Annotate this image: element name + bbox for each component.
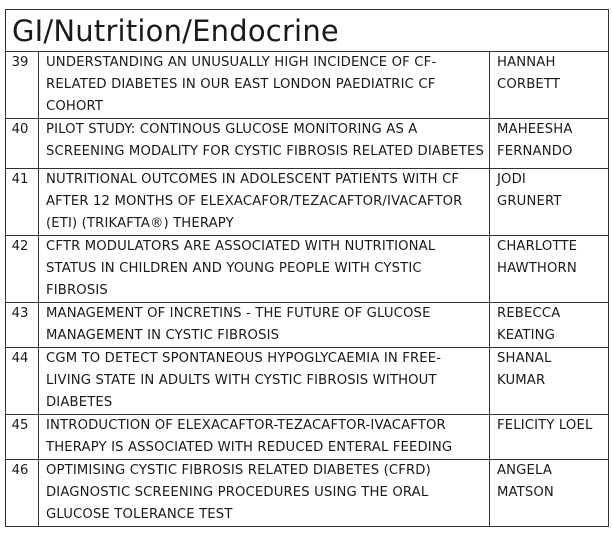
- author-last-name: KEATING: [497, 328, 556, 343]
- table-row: [6, 460, 609, 527]
- author-last-name: CORBETT: [497, 77, 561, 92]
- abstract-number: 40: [6, 119, 39, 169]
- author-first-name: FELICITY LOEL: [497, 418, 593, 433]
- abstract-title: CFTR MODULATORS ARE ASSOCIATED WITH NUTRITIONAL STATUS IN CHILDREN AND YOUNG PEOPLE WITH CYSTIC FIBROSIS: [39, 236, 490, 303]
- table-row: [6, 52, 609, 119]
- author-first-name: HANNAH: [497, 55, 556, 70]
- author-first-name: ANGELA: [497, 463, 553, 478]
- abstract-title: UNDERSTANDING AN UNUSUALLY HIGH INCIDENCE OF CF-RELATED DIABETES IN OUR EAST LONDON PAEDIATRIC CF COHORT: [39, 52, 490, 119]
- author-first-name: JODI: [497, 172, 526, 187]
- author-name: [490, 303, 609, 348]
- abstract-title: OPTIMISING CYSTIC FIBROSIS RELATED DIABETES (CFRD) DIAGNOSTIC SCREENING PROCEDURES USING THE ORAL GLUCOSE TOLERANCE TEST: [39, 460, 490, 527]
- table-row: [6, 119, 609, 169]
- abstract-number: 45: [6, 415, 39, 460]
- abstract-title: MANAGEMENT OF INCRETINS - THE FUTURE OF GLUCOSE MANAGEMENT IN CYSTIC FIBROSIS: [39, 303, 490, 348]
- author-last-name: KUMAR: [497, 373, 546, 388]
- author-name: [490, 415, 609, 460]
- author-name: [490, 52, 609, 119]
- abstract-title: INTRODUCTION OF ELEXACAFTOR-TEZACAFTOR-IVACAFTOR THERAPY IS ASSOCIATED WITH REDUCED ENTERAL FEEDING: [39, 415, 490, 460]
- abstract-number: 43: [6, 303, 39, 348]
- abstract-number: 46: [6, 460, 39, 527]
- author-name: [490, 119, 609, 169]
- table-row: [6, 415, 609, 460]
- author-first-name: CHARLOTTE: [497, 239, 578, 254]
- author-last-name: HAWTHORN: [497, 261, 577, 276]
- section-header-row: [6, 10, 609, 52]
- author-first-name: MAHEESHA: [497, 122, 573, 137]
- table-row: [6, 236, 609, 303]
- abstract-number: 39: [6, 52, 39, 119]
- abstract-number: 44: [6, 348, 39, 415]
- author-name: [490, 236, 609, 303]
- author-name: [490, 169, 609, 236]
- author-last-name: GRUNERT: [497, 194, 562, 209]
- author-name: [490, 460, 609, 527]
- abstract-title: NUTRITIONAL OUTCOMES IN ADOLESCENT PATIENTS WITH CF AFTER 12 MONTHS OF ELEXACAFOR/TEZACAFTOR/IVACAFTOR (ETI) (TRIKAFTA®) THERAPY: [39, 169, 490, 236]
- section-title: GI/Nutrition/Endocrine: [6, 10, 609, 52]
- author-last-name: FERNANDO: [497, 144, 573, 159]
- author-first-name: SHANAL: [497, 351, 552, 366]
- abstract-table: [5, 9, 609, 527]
- table-row: [6, 303, 609, 348]
- author-last-name: MATSON: [497, 485, 554, 500]
- abstract-number: 42: [6, 236, 39, 303]
- abstract-title: PILOT STUDY: CONTINOUS GLUCOSE MONITORING AS A SCREENING MODALITY FOR CYSTIC FIBROSIS RELATED DIABETES: [39, 119, 490, 169]
- author-first-name: REBECCA: [497, 306, 561, 321]
- author-name: [490, 348, 609, 415]
- table-row: [6, 348, 609, 415]
- abstract-title: CGM TO DETECT SPONTANEOUS HYPOGLYCAEMIA IN FREE-LIVING STATE IN ADULTS WITH CYSTIC FIBROSIS WITHOUT DIABETES: [39, 348, 490, 415]
- abstract-number: 41: [6, 169, 39, 236]
- table-row: [6, 169, 609, 236]
